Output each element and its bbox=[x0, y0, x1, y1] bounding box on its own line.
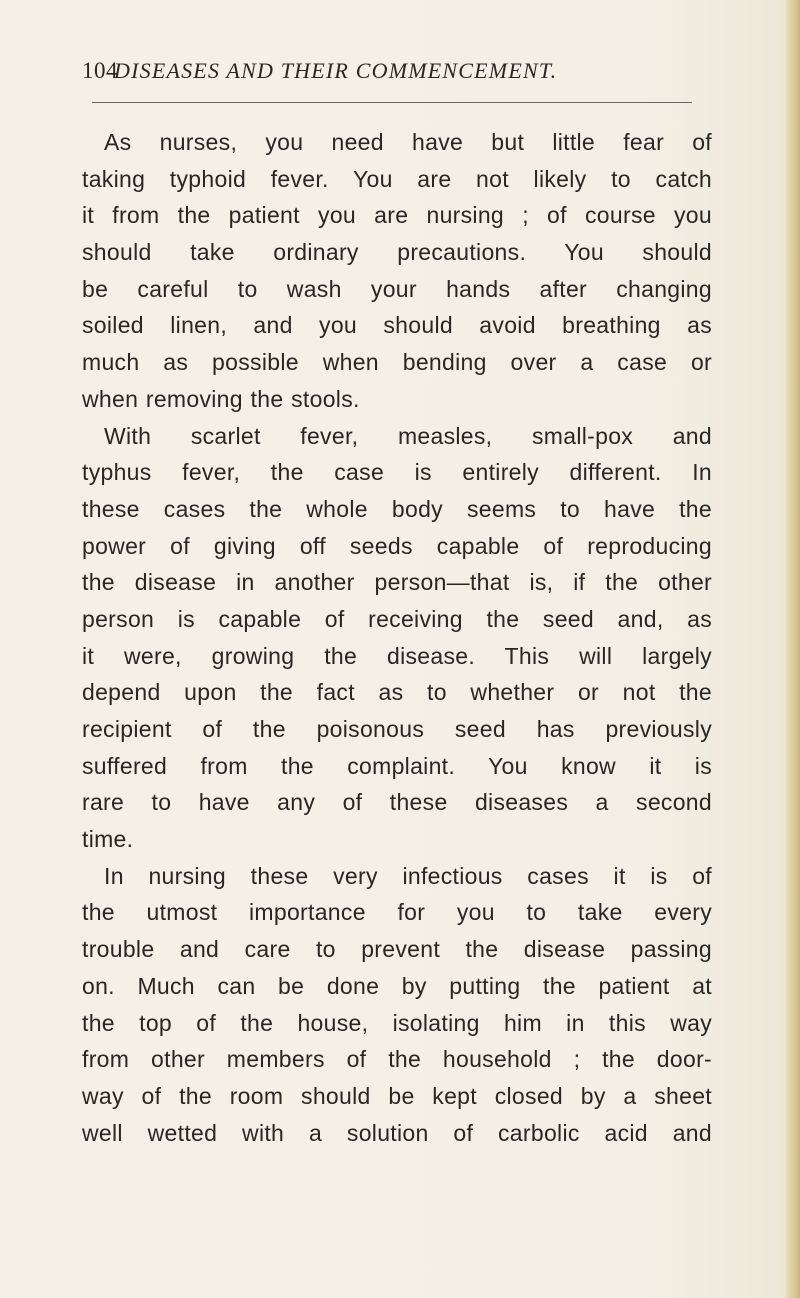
text-line: depend upon the fact as to whether or not the bbox=[82, 679, 712, 706]
text-line: person is capable of receiving the seed and, as bbox=[82, 605, 712, 632]
text-line: rare to have any of these diseases a second bbox=[82, 789, 712, 816]
text-line: when removing the stools. bbox=[82, 385, 360, 412]
text-line: these cases the whole body seems to have the bbox=[82, 495, 712, 522]
text-line: trouble and care to prevent the disease passing bbox=[82, 936, 712, 963]
text-line: typhus fever, the case is entirely different. In bbox=[82, 459, 712, 486]
header-rule bbox=[92, 102, 692, 103]
body-text bbox=[82, 124, 712, 1151]
paragraph-2 bbox=[82, 418, 712, 858]
text-line: on. Much can be done by putting the patient at bbox=[82, 972, 712, 999]
text-line: time. bbox=[82, 826, 134, 853]
text-line: should take ordinary precautions. You should bbox=[82, 239, 712, 266]
running-head: DISEASES AND THEIR COMMENCEMENT. bbox=[114, 58, 558, 83]
text-line: In nursing these very infectious cases it is of bbox=[104, 862, 712, 889]
text-line: recipient of the poisonous seed has previously bbox=[82, 716, 712, 742]
text-line: the disease in another person—that is, if the other bbox=[82, 569, 712, 596]
page-header bbox=[82, 58, 722, 98]
text-line: power of giving off seeds capable of reproducing bbox=[82, 532, 712, 559]
text-line: it were, growing the disease. This will largely bbox=[82, 642, 712, 669]
text-line: well wetted with a solution of carbolic acid and bbox=[82, 1119, 712, 1146]
text-line: it from the patient you are nursing ; of course you bbox=[82, 202, 712, 229]
text-line: taking typhoid fever. You are not likely to catch bbox=[82, 165, 712, 192]
text-line: much as possible when bending over a case or bbox=[82, 349, 712, 376]
text-line: With scarlet fever, measles, small-pox and bbox=[104, 422, 712, 449]
text-line: suffered from the complaint. You know it is bbox=[82, 752, 712, 779]
text-line: the utmost importance for you to take every bbox=[82, 899, 712, 926]
paragraph-1 bbox=[82, 124, 712, 418]
page-edge bbox=[786, 0, 800, 1298]
text-line: from other members of the household ; the door- bbox=[82, 1046, 712, 1073]
text-line: way of the room should be kept closed by a sheet bbox=[82, 1082, 712, 1109]
text-line: As nurses, you need have but little fear of bbox=[104, 129, 712, 155]
paragraph-3 bbox=[82, 858, 712, 1152]
text-line: the top of the house, isolating him in this way bbox=[82, 1009, 712, 1036]
text-line: be careful to wash your hands after changing bbox=[82, 275, 712, 302]
text-line: soiled linen, and you should avoid breathing as bbox=[82, 312, 712, 339]
page-number: 104 bbox=[82, 58, 118, 83]
